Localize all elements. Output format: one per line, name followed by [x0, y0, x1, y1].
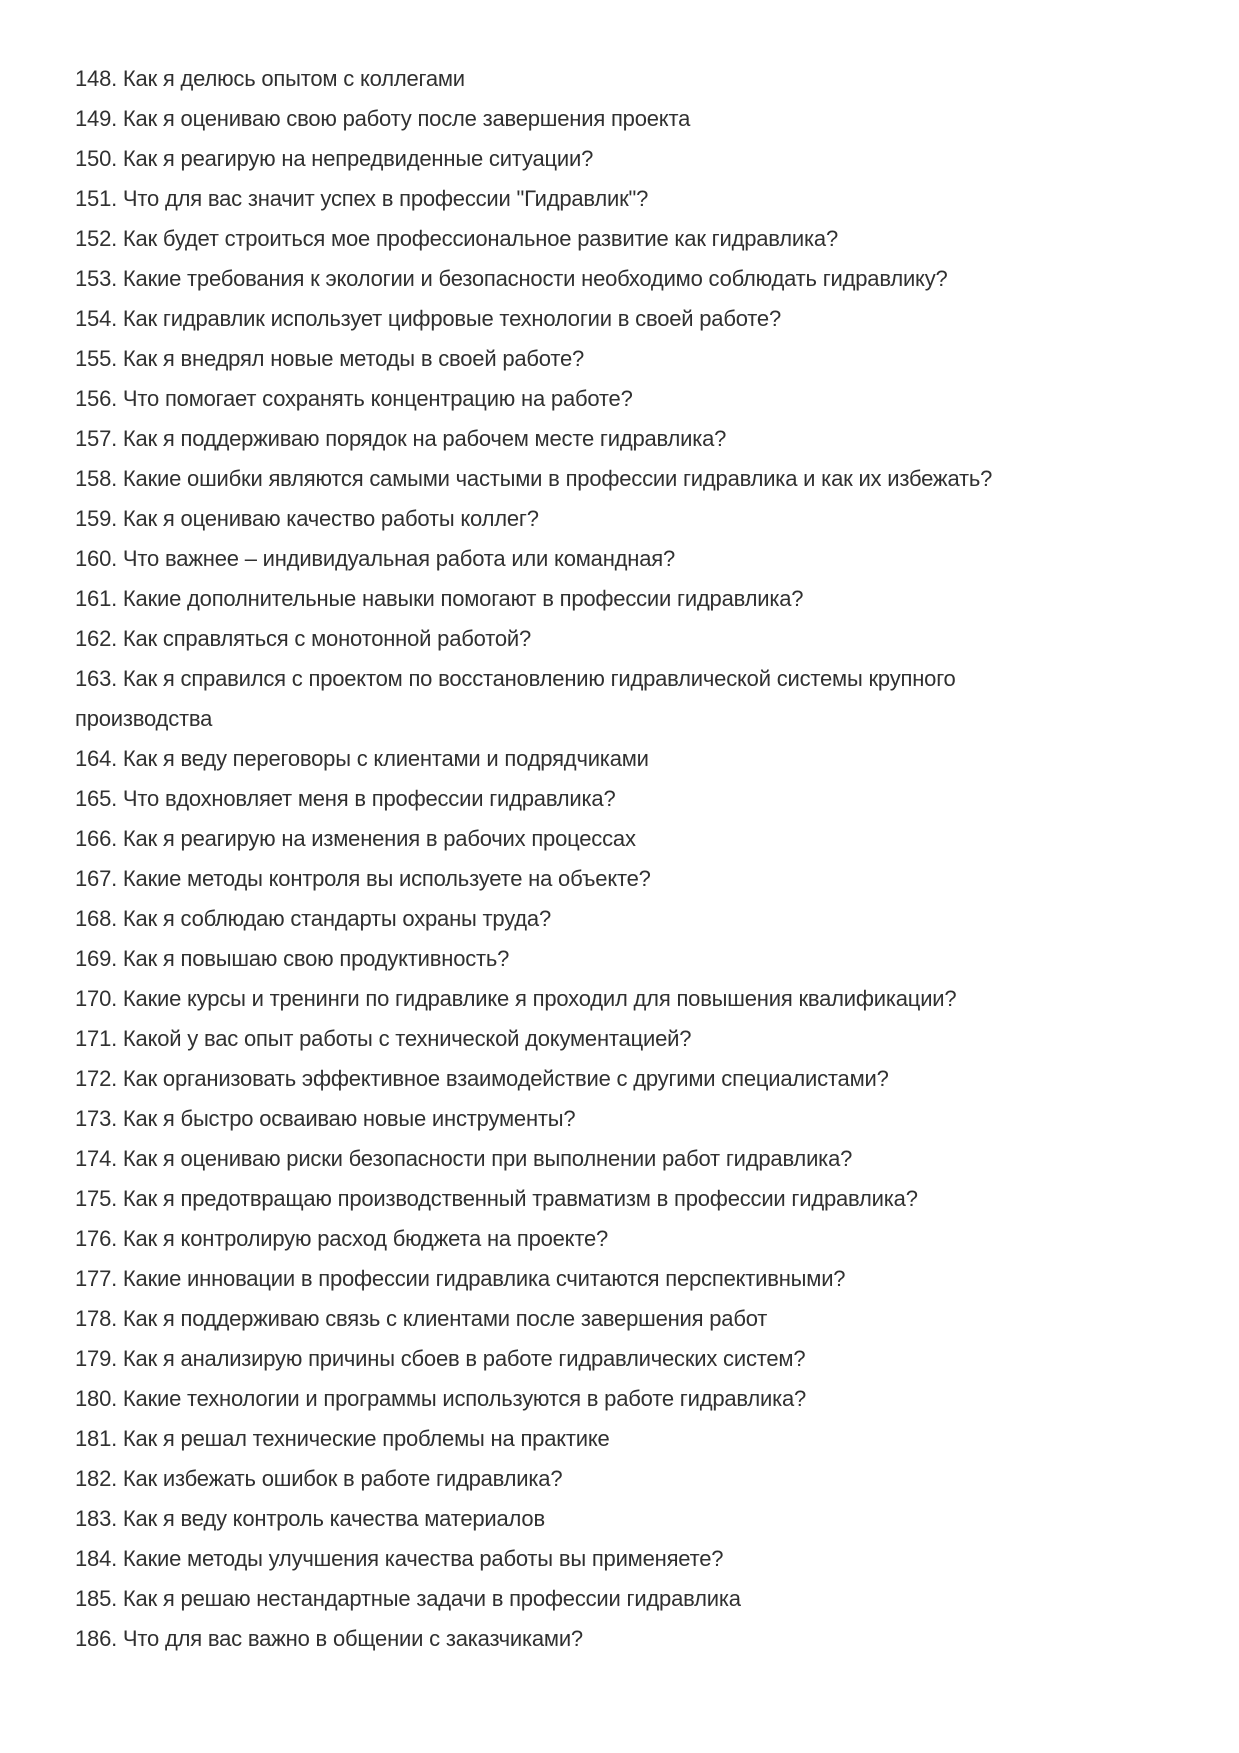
list-item: 171. Какой у вас опыт работы с технической документацией? — [75, 1026, 692, 1051]
list-item: 184. Какие методы улучшения качества работы вы применяете? — [75, 1546, 724, 1571]
list-item: 152. Как будет строиться мое профессиональное развитие как гидравлика? — [75, 226, 838, 251]
list-item: 183. Как я веду контроль качества материалов — [75, 1506, 545, 1531]
list-item: 173. Как я быстро осваиваю новые инструменты? — [75, 1106, 576, 1131]
list-item: 164. Как я веду переговоры с клиентами и подрядчиками — [75, 746, 649, 771]
list-item: 181. Как я решал технические проблемы на практике — [75, 1426, 610, 1451]
list-item: 161. Какие дополнительные навыки помогают в профессии гидравлика? — [75, 586, 804, 611]
list-item: 170. Какие курсы и тренинги по гидравлике я проходил для повышения квалификации? — [75, 986, 957, 1011]
list-item: 168. Как я соблюдаю стандарты охраны труда? — [75, 906, 551, 931]
list-item: 185. Как я решаю нестандартные задачи в профессии гидравлика — [75, 1586, 741, 1611]
list-item: 175. Как я предотвращаю производственный травматизм в профессии гидравлика? — [75, 1186, 918, 1211]
list-item: 176. Как я контролирую расход бюджета на проекте? — [75, 1226, 609, 1251]
list-item: 153. Какие требования к экологии и безопасности необходимо соблюдать гидравлику? — [75, 266, 948, 291]
list-item: 156. Что помогает сохранять концентрацию на работе? — [75, 386, 633, 411]
list-item: 165. Что вдохновляет меня в профессии гидравлика? — [75, 786, 616, 811]
list-item: 167. Какие методы контроля вы используете на объекте? — [75, 866, 651, 891]
list-item: 186. Что для вас важно в общении с заказчиками? — [75, 1626, 583, 1651]
list-item: 177. Какие инновации в профессии гидравлика считаются перспективными? — [75, 1266, 846, 1291]
list-item: 180. Какие технологии и программы используются в работе гидравлика? — [75, 1386, 807, 1411]
list-item: 157. Как я поддерживаю порядок на рабочем месте гидравлика? — [75, 426, 727, 451]
list-item: 178. Как я поддерживаю связь с клиентами после завершения работ — [75, 1306, 768, 1331]
list-item: 150. Как я реагирую на непредвиденные ситуации? — [75, 146, 594, 171]
list-item: 151. Что для вас значит успех в профессии "Гидравлик"? — [75, 186, 649, 211]
list-item: 166. Как я реагирую на изменения в рабочих процессах — [75, 826, 636, 851]
list-item: 163. Как я справился с проектом по восстановлению гидравлической системы крупного производства — [75, 666, 956, 731]
list-item: 172. Как организовать эффективное взаимодействие с другими специалистами? — [75, 1066, 889, 1091]
question-list — [75, 59, 1025, 1659]
list-item: 158. Какие ошибки являются самыми частыми в профессии гидравлика и как их избежать? — [75, 466, 993, 491]
list-item: 182. Как избежать ошибок в работе гидравлика? — [75, 1466, 563, 1491]
list-item: 148. Как я делюсь опытом с коллегами — [75, 66, 465, 91]
list-item: 174. Как я оцениваю риски безопасности при выполнении работ гидравлика? — [75, 1146, 853, 1171]
list-item: 162. Как справляться с монотонной работой? — [75, 626, 531, 651]
list-item: 160. Что важнее – индивидуальная работа или командная? — [75, 546, 676, 571]
list-item: 179. Как я анализирую причины сбоев в работе гидравлических систем? — [75, 1346, 806, 1371]
list-item: 169. Как я повышаю свою продуктивность? — [75, 946, 510, 971]
list-item: 159. Как я оцениваю качество работы коллег? — [75, 506, 539, 531]
list-item: 155. Как я внедрял новые методы в своей работе? — [75, 346, 585, 371]
list-item: 149. Как я оцениваю свою работу после завершения проекта — [75, 106, 691, 131]
list-item: 154. Как гидравлик использует цифровые технологии в своей работе? — [75, 306, 781, 331]
